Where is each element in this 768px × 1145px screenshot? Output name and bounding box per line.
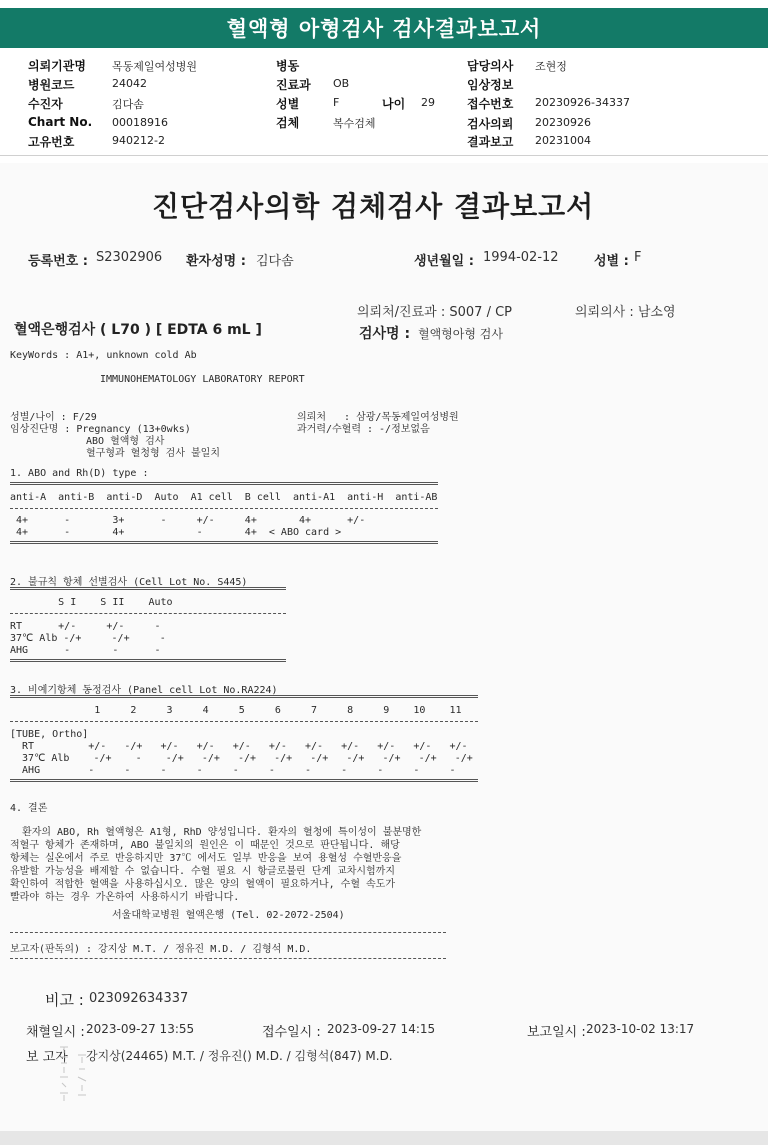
institution-label: 의뢰기관명 [28,59,86,73]
chart-no-label: Chart No. [28,115,93,129]
doctor-value: 조현정 [535,60,567,73]
patient-header [0,48,768,156]
reporter-bottom-rule [10,958,446,959]
institution-value: 목동제일여성병원 [112,60,198,73]
diagnosis-line: 임상진단명 : Pregnancy (13+0wks) [10,424,191,435]
history-line: 과거력/수혈력 : -/정보없음 [297,424,430,435]
section-1-bottom-rule [10,541,438,544]
conclusion-line-6: 빨라야 하는 경우 가온하여 사용하시기 바랍니다. [10,892,240,903]
report-banner-title: 혈액형 아형검사 검사결과보고서 [0,8,768,48]
recipient-value: 김다솜 [112,98,144,111]
conclusion-line-1: 환자의 ABO, Rh 혈액형은 A1형, RhD 양성입니다. 환자의 혈청에 특이성이 불분명한 [10,827,422,838]
section-3-row-3: AHG - - - - - - - - - - - [10,765,456,776]
age-value: 29 [421,96,435,109]
keywords: KeyWords : A1+, unknown cold Ab [10,350,197,361]
final-reporter-value: 강지상(24465) M.T. / 정유진() M.D. / 김형석(847) M.D. [86,1049,393,1063]
unique-no-label: 고유번호 [28,135,75,149]
clinical-info-label: 임상정보 [467,78,514,92]
result-date-label: 결과보고 [467,135,514,149]
test-name-label: 검사명 : [359,326,411,342]
collection-label: 채혈일시 : [26,1025,85,1040]
report-date-label: 보고일시 : [527,1025,586,1040]
final-reporter-label: 보 고자 [26,1050,68,1065]
referring-physician: 의뢰의사 : 남소영 [575,305,676,320]
patient-name-value: 김다솜 [256,254,294,269]
section-2-mid-rule [10,613,286,614]
scanned-report [0,163,768,1131]
faint-stamp-2 [76,1051,88,1107]
section-2-top-rule [10,587,286,590]
section-1-top-rule [10,482,438,485]
referrer-line: 의뢰처 : 삼광/목동제일여성병원 [297,412,459,423]
age-label: 나이 [382,97,406,111]
section-1-title: 1. ABO and Rh(D) type : [10,468,149,479]
lab-title: IMMUNOHEMATOLOGY LABORATORY REPORT [100,374,305,385]
section-1-row-1: 4+ - 3+ - +/- 4+ 4+ +/- [10,515,366,526]
note-value: 023092634337 [89,991,189,1006]
section-2-header: S I S II Auto [10,597,173,608]
test-group: 혈액은행검사 ( L70 ) [ EDTA 6 mL ] [14,322,262,338]
report-date-value: 2023-10-02 13:17 [586,1022,695,1036]
recipient-label: 수진자 [28,97,63,111]
specimen-label: 검체 [276,116,300,130]
test-name-value: 혈액형아형 검사 [418,327,503,341]
section-3-bottom-rule [10,779,478,782]
diagnosis-line-3: 혈구형과 혈청형 검사 불일치 [86,448,220,459]
section-2-row-3: AHG - - - [10,645,161,656]
section-3-mid-rule [10,721,478,722]
reg-no-label: 등록번호 : [28,254,88,269]
section-4-title: 4. 결론 [10,803,48,814]
reg-no-value: S2302906 [96,250,163,265]
section-3-row-1: RT +/- -/+ +/- +/- +/- +/- +/- +/- +/- +/- +/- [10,741,468,752]
result-date-value: 20231004 [535,134,591,147]
section-1-row-2: 4+ - 4+ - 4+ < ABO card > [10,527,342,538]
conclusion-line-2: 적혈구 항체가 존재하며, ABO 불일치의 원인은 이 때문인 것으로 판단됩니다. 해당 [10,840,400,851]
reporter-top-rule [10,932,446,933]
section-1-header: anti-A anti-B anti-D Auto A1 cell B cell anti-A1 anti-H anti-AB [10,492,438,503]
unique-no-value: 940212-2 [112,134,165,147]
receipt-no-label: 접수번호 [467,97,514,111]
bottom-margin [0,1131,768,1145]
hospital-code-value: 24042 [112,77,147,90]
referral-dept: 의뢰처/진료과 : S007 / CP [357,305,512,320]
collection-value: 2023-09-27 13:55 [86,1022,195,1036]
section-2-bottom-rule [10,659,286,662]
received-value: 2023-09-27 14:15 [327,1022,436,1036]
patient-name-label: 환자성명 : [186,254,246,269]
request-date-value: 20230926 [535,116,591,129]
section-3-header: 1 2 3 4 5 6 7 8 9 10 11 [10,705,462,716]
note-label: 비고 : [45,991,84,1009]
section-1-mid-rule [10,508,438,509]
section-2-row-2: 37℃ Alb -/+ -/+ - [10,633,166,644]
doctor-label: 담당의사 [467,59,514,73]
diagnosis-line-2: ABO 혈액형 검사 [86,436,165,447]
sex-age-line: 성별/나이 : F/29 [10,412,97,423]
report-title: 진단검사의학 검체검사 결과보고서 [152,190,595,223]
blood-bank-contact: 서울대학교병원 혈액은행 (Tel. 02-2072-2504) [112,910,345,921]
conclusion-line-3: 항체는 실온에서 주로 반응하지만 37℃ 에서도 일부 반응을 보여 용혈성 수혈반응을 [10,853,402,864]
faint-stamp [58,1043,70,1107]
reporter-line: 보고자(판독의) : 강지상 M.T. / 정유진 M.D. / 김형석 M.D. [10,944,312,955]
section-3-method: [TUBE, Ortho] [10,729,89,740]
section-3-title: 3. 비예기항체 동정검사 (Panel cell Lot No.RA224) [10,685,278,696]
dob-label: 생년월일 : [414,254,474,269]
specimen-value: 복수검체 [333,117,376,130]
receipt-no-value: 20230926-34337 [535,96,630,109]
dept-value: OB [333,77,350,90]
sex-label: 성별 [276,97,300,111]
received-label: 접수일시 : [262,1025,321,1040]
ward-label: 병동 [276,59,300,73]
dept-label: 진료과 [276,78,311,92]
request-date-label: 검사의뢰 [467,117,514,131]
report-sex-value: F [634,250,642,265]
chart-no-value: 00018916 [112,116,168,129]
sex-value: F [333,96,340,109]
section-2-row-1: RT +/- +/- - [10,621,161,632]
conclusion-line-4: 유발할 가능성을 배제할 수 없습니다. 수혈 필요 시 항글로불린 단계 교차시험까지 [10,866,396,877]
report-sex-label: 성별 : [594,254,629,269]
section-2-title: 2. 불규칙 항체 선별검사 (Cell Lot No. S445) [10,577,248,588]
dob-value: 1994-02-12 [483,250,559,265]
section-3-row-2: 37℃ Alb -/+ - -/+ -/+ -/+ -/+ -/+ -/+ -/+ -/+ -/+ [10,753,473,764]
hospital-code-label: 병원코드 [28,78,75,92]
conclusion-line-5: 확인하여 적합한 혈액을 사용하십시오. 많은 양의 혈액이 필요하거나, 수혈 속도가 [10,879,396,890]
section-3-top-rule [10,695,478,698]
